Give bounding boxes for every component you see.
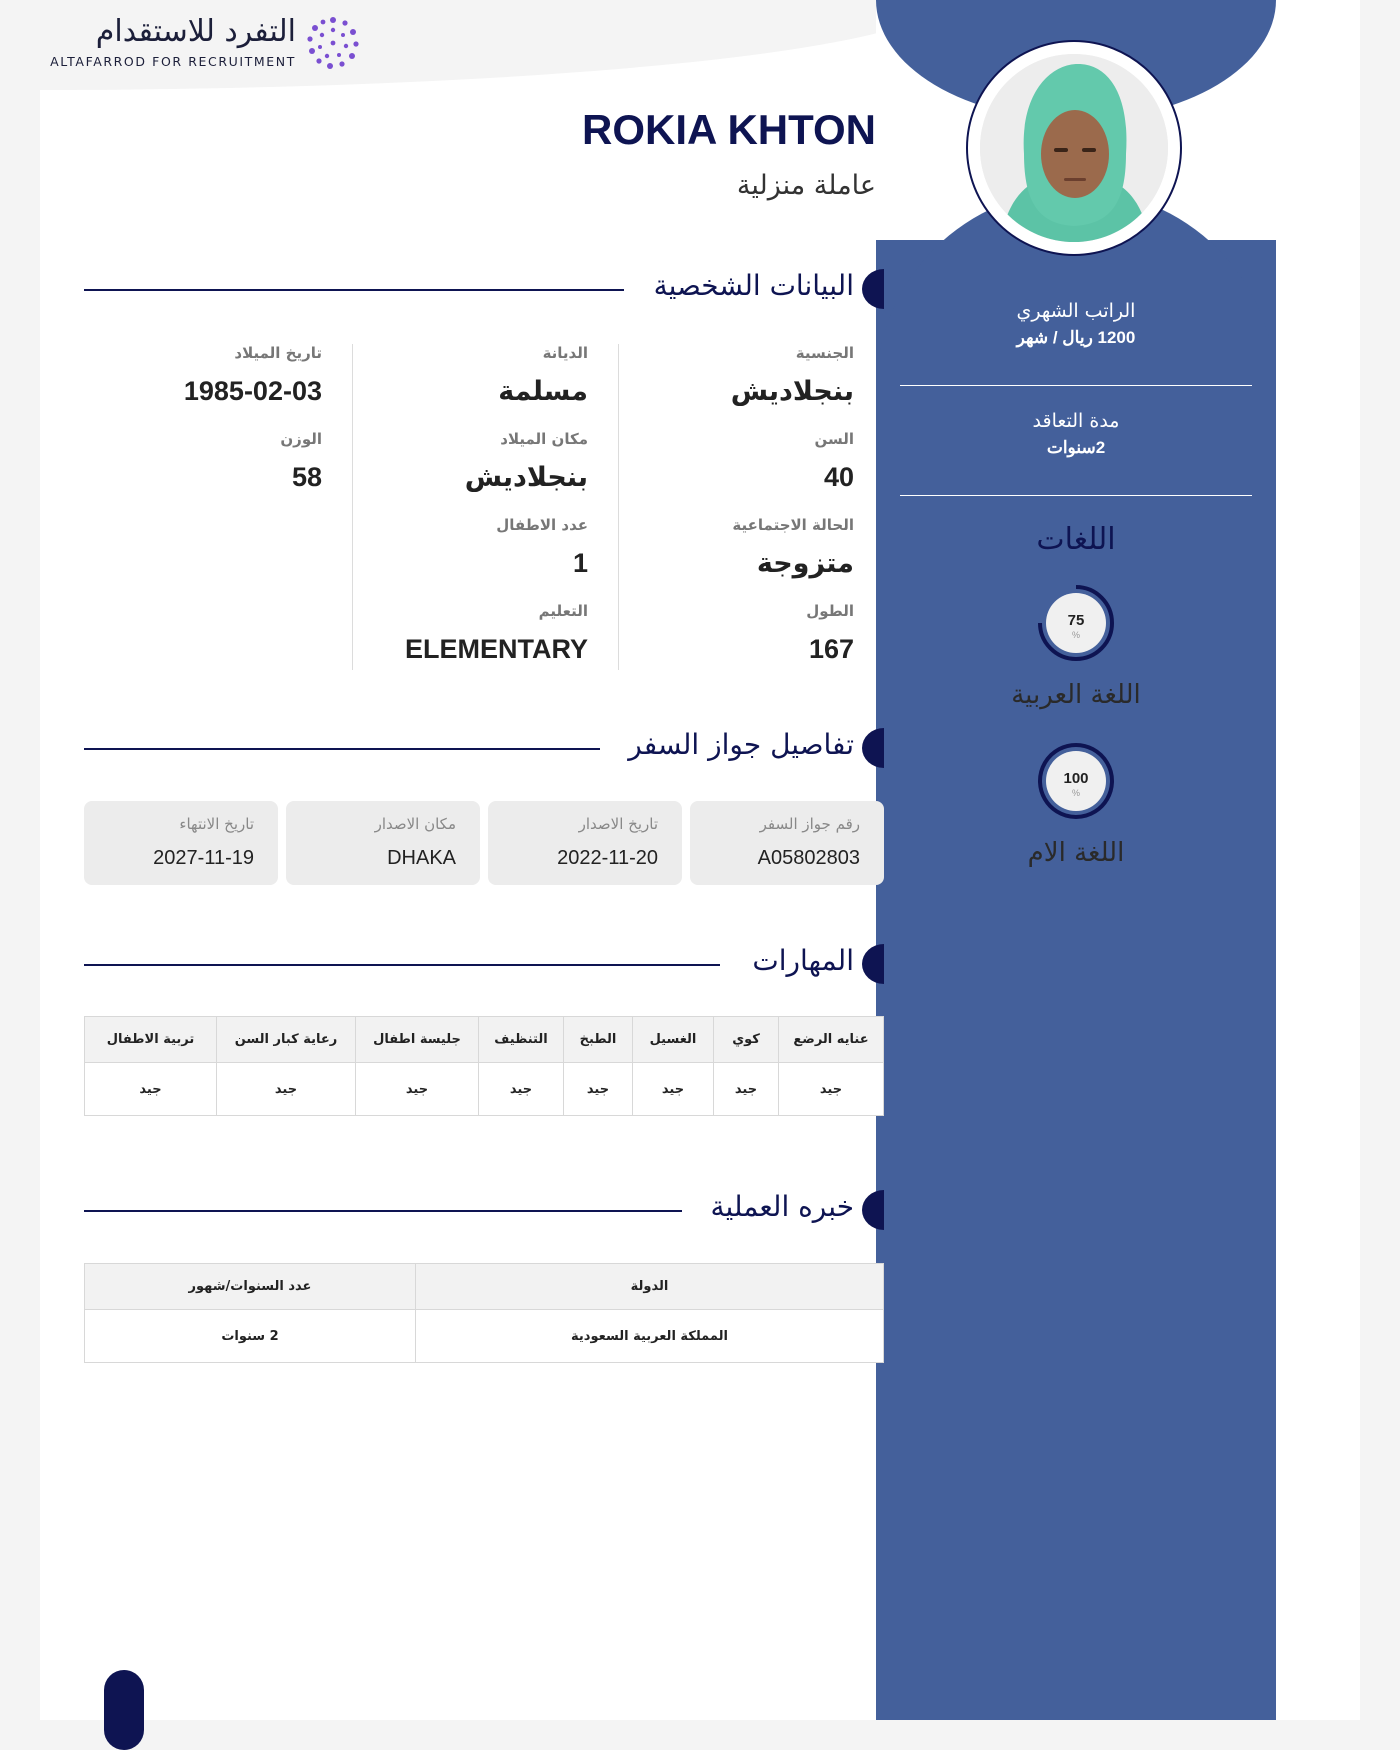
field-value: بنجلاديش <box>730 376 854 407</box>
section-rule <box>84 748 600 750</box>
logo-dots-icon <box>306 16 360 70</box>
job-title: عاملة منزلية <box>736 170 876 201</box>
contract-duration <box>900 410 1252 458</box>
section-title: المهارات <box>752 944 854 977</box>
sidebar-divider <box>900 495 1252 496</box>
table-header: الدولة <box>416 1264 884 1310</box>
field-value: متزوجة <box>756 548 854 579</box>
field-label: رقم جواز السفر <box>759 815 860 833</box>
language-name: اللغة الام <box>1027 838 1125 868</box>
field-label: السن <box>814 430 854 448</box>
field-nationality <box>634 344 854 407</box>
language-percent: 75 <box>1067 612 1085 629</box>
field-label: مكان الاصدار <box>374 815 456 833</box>
profile-photo-frame <box>966 40 1182 256</box>
profile-photo <box>980 54 1168 242</box>
field-children <box>348 516 588 579</box>
table-header: الغسيل <box>633 1017 714 1063</box>
field-label: عدد الاطفال <box>496 516 588 534</box>
field-value: بنجلاديش <box>464 462 588 493</box>
table-cell: جيد <box>479 1063 564 1116</box>
field-label: الوزن <box>280 430 322 448</box>
experience-table <box>84 1263 884 1363</box>
table-header: عنايه الرضع <box>779 1017 884 1063</box>
table-header: جليسة اطفال <box>356 1017 479 1063</box>
logo-english-text: ALTAFARROD FOR RECRUITMENT <box>50 54 296 69</box>
section-title: تفاصيل جواز السفر <box>628 728 854 761</box>
languages-title: اللغات <box>1036 522 1116 557</box>
skills-table <box>84 1016 884 1116</box>
section-header-experience <box>84 1188 884 1232</box>
table-cell: جيد <box>85 1063 217 1116</box>
language-gauge <box>1036 583 1116 663</box>
field-value: 1 <box>572 548 588 578</box>
percent-unit: % <box>1071 788 1081 798</box>
field-label: تاريخ الميلاد <box>234 344 322 362</box>
field-label: الطول <box>806 602 854 620</box>
field-label: الحالة الاجتماعية <box>732 516 854 534</box>
table-header: عدد السنوات/شهور <box>85 1264 416 1310</box>
table-header: رعاية كبار السن <box>217 1017 356 1063</box>
passport-issue-place-card <box>286 801 480 885</box>
salary-label: الراتب الشهري <box>1016 300 1136 322</box>
table-cell: جيد <box>217 1063 356 1116</box>
field-label: الجنسية <box>795 344 854 362</box>
field-value: A05802803 <box>757 847 860 869</box>
field-birth-date <box>82 344 322 407</box>
passport-expiry-date-card <box>84 801 278 885</box>
footer-marker <box>104 1670 144 1750</box>
table-cell: جيد <box>714 1063 779 1116</box>
field-value: 2022-11-20 <box>557 847 658 869</box>
field-value: DHAKA <box>387 847 456 869</box>
contract-label: مدة التعاقد <box>1032 410 1120 432</box>
passport-number-card <box>690 801 884 885</box>
gauge-ring <box>1036 741 1116 821</box>
section-rule <box>84 964 720 966</box>
table-cell: جيد <box>564 1063 633 1116</box>
logo-arabic-text: التفرد للاستقدام <box>95 14 296 49</box>
language-gauge <box>1036 741 1116 821</box>
field-label: تاريخ الاصدار <box>578 815 658 833</box>
table-cell: المملكة العربية السعودية <box>416 1310 884 1363</box>
table-header: تربية الاطفال <box>85 1017 217 1063</box>
field-value: 167 <box>808 634 854 664</box>
table-header: التنظيف <box>479 1017 564 1063</box>
table-cell: 2 سنوات <box>85 1310 416 1363</box>
table-row <box>85 1063 884 1116</box>
salary-value: 1200 ريال / شهر <box>1016 328 1136 347</box>
section-header-passport <box>84 726 884 770</box>
section-rule <box>84 1210 682 1212</box>
field-value: 58 <box>291 462 322 492</box>
section-header-skills <box>84 942 884 986</box>
table-header-row <box>85 1017 884 1063</box>
field-label: مكان الميلاد <box>500 430 588 448</box>
language-percent: 100 <box>1063 770 1089 787</box>
section-header-personal <box>84 267 884 311</box>
section-marker <box>862 1190 884 1230</box>
field-age <box>634 430 854 493</box>
table-row <box>85 1310 884 1363</box>
section-marker <box>862 728 884 768</box>
field-value: 1985-02-03 <box>183 376 322 406</box>
table-cell: جيد <box>779 1063 884 1116</box>
field-value: 40 <box>823 462 854 492</box>
field-religion <box>348 344 588 407</box>
field-label: التعليم <box>538 602 588 620</box>
section-title: خبره العملية <box>710 1190 854 1223</box>
table-cell: جيد <box>356 1063 479 1116</box>
section-title: البيانات الشخصية <box>653 269 854 302</box>
company-logo <box>50 14 360 74</box>
percent-unit: % <box>1071 630 1081 640</box>
field-weight <box>82 430 322 493</box>
monthly-salary <box>900 300 1252 348</box>
column-divider <box>618 344 619 670</box>
field-birth-place <box>348 430 588 493</box>
table-header: الطبخ <box>564 1017 633 1063</box>
section-marker <box>862 269 884 309</box>
table-header-row <box>85 1264 884 1310</box>
table-header: كوي <box>714 1017 779 1063</box>
table-cell: جيد <box>633 1063 714 1116</box>
gauge-ring <box>1036 583 1116 663</box>
section-rule <box>84 289 624 291</box>
field-education <box>348 602 588 665</box>
passport-issue-date-card <box>488 801 682 885</box>
contract-value: 2سنوات <box>1046 438 1106 457</box>
sidebar-divider <box>900 385 1252 386</box>
section-marker <box>862 944 884 984</box>
field-marital-status <box>634 516 854 579</box>
field-value: مسلمة <box>498 376 588 407</box>
field-label: تاريخ الانتهاء <box>179 815 254 833</box>
language-name: اللغة العربية <box>1011 680 1141 710</box>
field-height <box>634 602 854 665</box>
field-label: الديانة <box>542 344 588 362</box>
field-value: ELEMENTARY <box>404 634 588 664</box>
candidate-name: ROKIA KHTON <box>582 106 876 153</box>
field-value: 2027-11-19 <box>153 847 254 869</box>
